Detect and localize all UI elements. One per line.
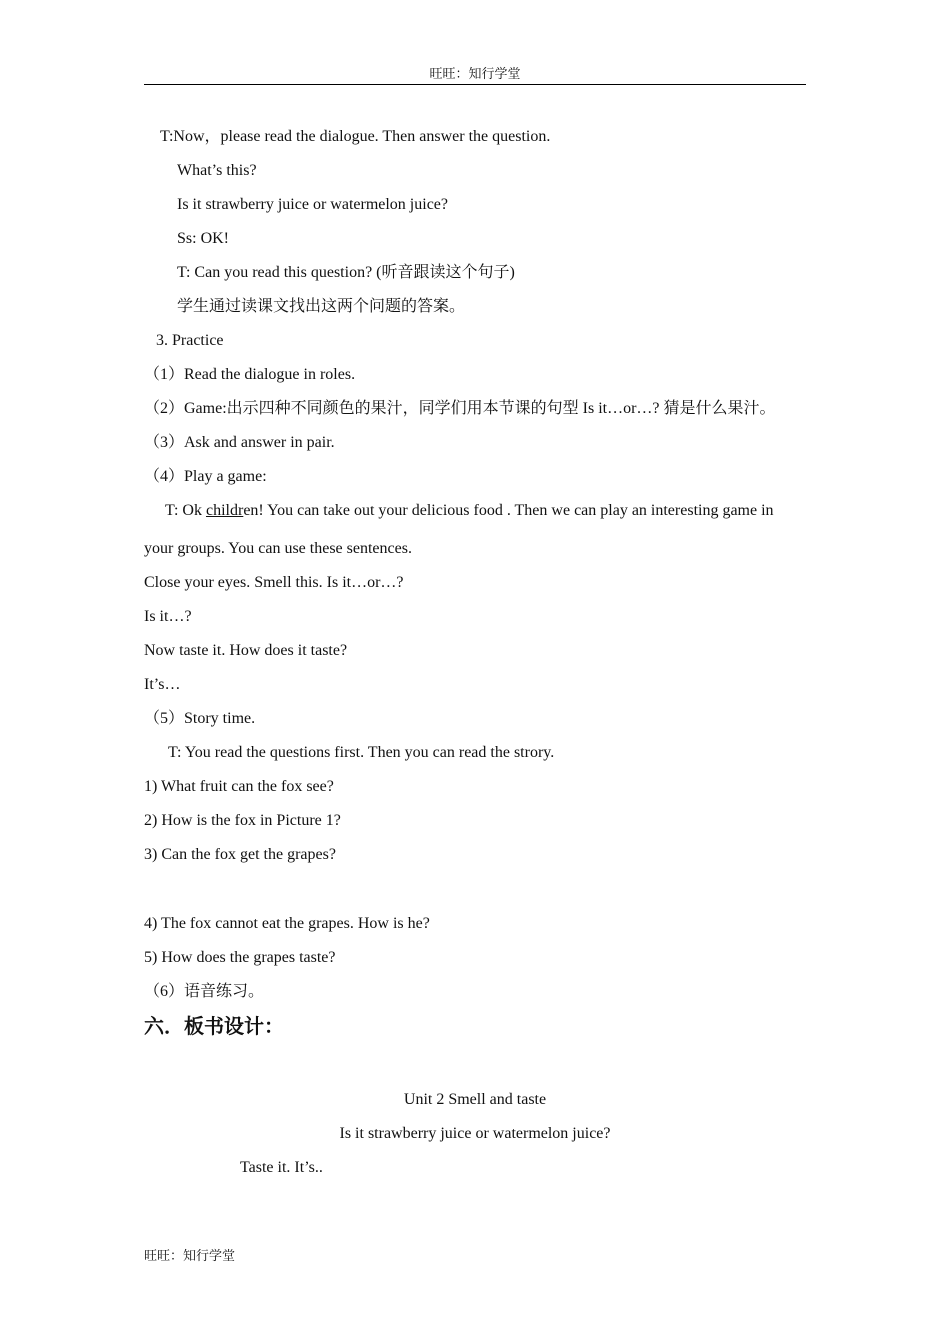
text-line: your groups. You can use these sentences. xyxy=(144,540,412,557)
text-line: T: Can you read this question? (听音跟读这个句子) xyxy=(177,264,515,281)
board-answer: Taste it. It’s.. xyxy=(240,1159,323,1176)
text-line: What’s this? xyxy=(177,162,257,179)
text-line: Is it strawberry juice or watermelon juice? xyxy=(177,196,448,213)
game-line-underlined: childr xyxy=(205,502,244,519)
list-item: （1）Read the dialogue in roles. xyxy=(144,366,356,383)
page-header: 旺旺：知行学堂 xyxy=(144,66,806,85)
board-title: Unit 2 Smell and taste xyxy=(403,1091,547,1108)
page-footer: 旺旺：知行学堂 xyxy=(144,1248,236,1263)
list-item: （3）Ask and answer in pair. xyxy=(144,434,335,451)
board-question: Is it strawberry juice or watermelon juice? xyxy=(339,1125,611,1142)
text-line: Now taste it. How does it taste? xyxy=(144,642,348,659)
question-item: 3) Can the fox get the grapes? xyxy=(144,846,336,863)
text-line: It’s… xyxy=(144,676,181,693)
text-line: Ss: OK! xyxy=(177,230,230,247)
question-item: 5) How does the grapes taste? xyxy=(144,949,336,966)
text-line: Is it…? xyxy=(144,608,192,625)
section-title: 3. Practice xyxy=(156,332,224,349)
text-line: T:Now，please read the dialogue. Then answer the question. xyxy=(160,128,551,145)
text-line: 学生通过读课文找出这两个问题的答案。 xyxy=(177,298,466,315)
list-item: （2）Game:出示四种不同颜色的果汁，同学们用本节课的句型 Is it…or…? 猜是什么果汁。 xyxy=(144,400,776,417)
game-instruction-line xyxy=(165,501,774,521)
game-line-prefix: T: Ok xyxy=(165,502,206,519)
list-item: （6）语音练习。 xyxy=(144,983,265,1000)
question-item: 1) What fruit can the fox see? xyxy=(144,778,334,795)
list-item: （4）Play a game: xyxy=(144,468,267,485)
section-heading: 六．板书设计： xyxy=(144,1014,284,1038)
game-line-suffix: en! You can take out your delicious food . Then we can play an interesting game in xyxy=(243,502,774,519)
text-line: T: You read the questions first. Then you can read the strory. xyxy=(168,744,555,761)
question-item: 2) How is the fox in Picture 1? xyxy=(144,812,341,829)
question-item: 4) The fox cannot eat the grapes. How is he? xyxy=(144,915,430,932)
list-item: （5）Story time. xyxy=(144,710,256,727)
text-line: Close your eyes. Smell this. Is it…or…? xyxy=(144,574,404,591)
